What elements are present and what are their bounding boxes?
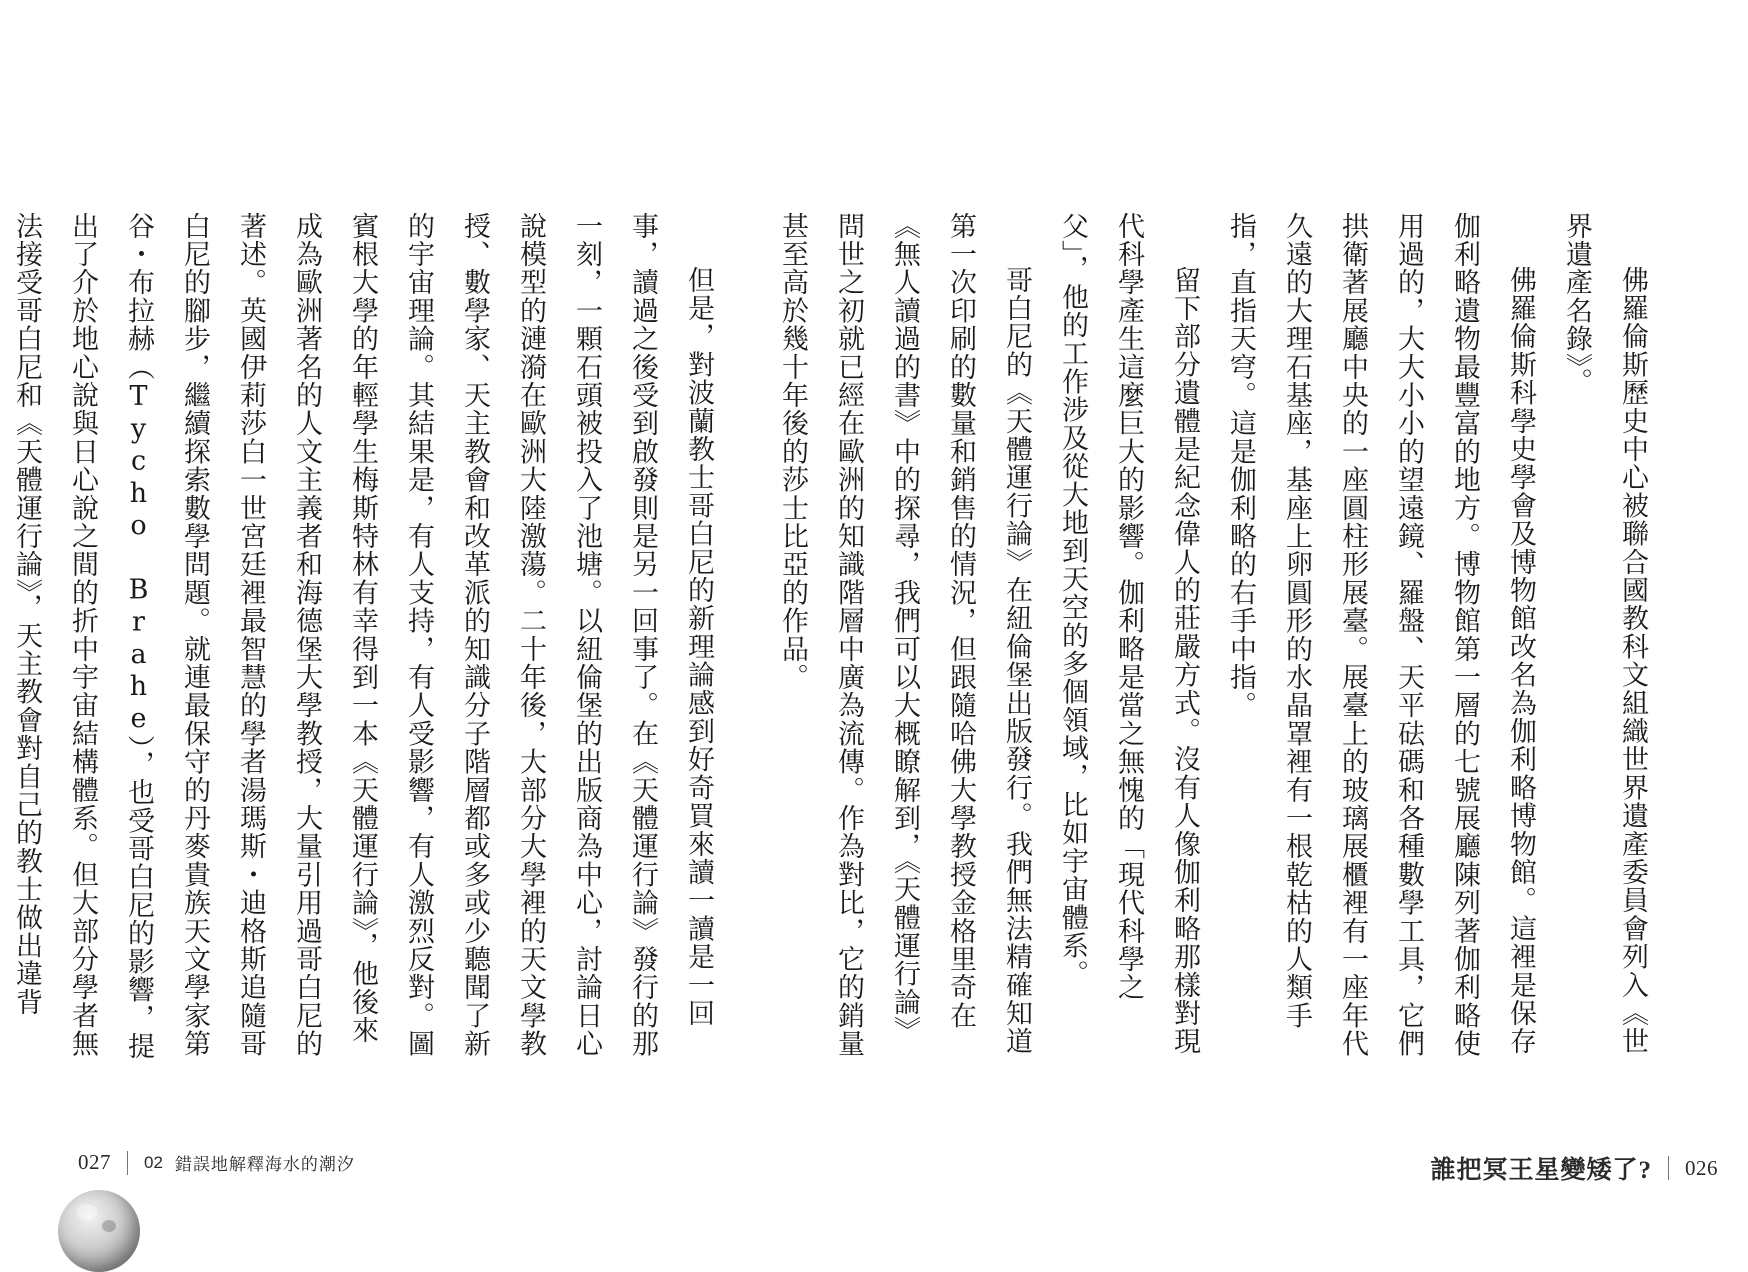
page-number-right: 026 <box>1685 1155 1718 1180</box>
footer-divider <box>127 1151 128 1175</box>
left-page-body <box>0 212 726 1062</box>
planet-icon <box>58 1190 140 1272</box>
left-page-footer <box>78 1150 355 1175</box>
right-page-footer <box>1430 1150 1718 1186</box>
paragraph-galileo-museum: 佛羅倫斯科學史學會及博物館改名為伽利略博物館。這裡是保存伽利略遺物最豐富的地方。博物館第一層的七號展廳陳列著伽利略使用過的，大大小小的望遠鏡、羅盤、天平砝碼和各種數學工具，它們拱衛著展廳中央的一座圓柱形展臺。展臺上的玻璃展櫃裡有一座年代久遠的大理石基座，基座上卵圓形的水晶罩裡有一根乾枯的人類手指，直指天穹。這是伽利略的右手中指。 <box>1225 212 1536 1058</box>
paragraph-galileo-context: 但是，對波蘭教士哥白尼的新理論感到好奇買來讀一讀是一回事，讀過之後受到啟發則是另一回事了。在《天體運行論》發行的那一刻，一顆石頭被投入了池塘。以紐倫堡的出版商為中心，討論日心說模型的漣漪在歐洲大陸激蕩。二十年後，大部分大學裡的天文學教授、數學家、天主教會和改革派的知識分子階層都或多或少聽聞了新的宇宙理論。其結果是，有人支持，有人受影響，有人激烈反對。圖賓根大學的年輕學生梅斯特林有幸得到一本《天體運行論》，他後來成為歐洲著名的人文主義者和海德堡大學教授，大量引用過哥白尼的著述。英國伊莉莎白一世宮廷裡最智慧的學者湯瑪斯・迪格斯追隨哥白尼的腳步，繼續探索數學問題。就連最保守的丹麥貴族天文學家第谷・布拉赫（Tycho Brahe），也受哥白尼的影響，提出了介於地心說與日心說之間的折中宇宙結構體系。但大部分學者無法接受哥白尼和《天體運行論》，天主教會對自己的教士做出違背 <box>11 212 714 1061</box>
chapter-title: 錯誤地解釋海水的潮汐 <box>174 1155 355 1174</box>
right-page-body <box>764 212 1660 1062</box>
book-title: 誰把冥王星變矮了? <box>1430 1157 1652 1184</box>
paragraph-father-of-science: 留下部分遺體是紀念偉人的莊嚴方式。沒有人像伽利略那樣對現代科學產生這麼巨大的影響。伽利略是當之無愧的「現代科學之父」，他的工作涉及從大地到天空的多個領域，比如宇宙體系。 <box>1057 212 1200 1056</box>
footer-divider <box>1668 1156 1669 1180</box>
page-number-left: 027 <box>78 1150 111 1174</box>
paragraph-copernicus-book: 哥白尼的《天體運行論》在紐倫堡出版發行。我們無法精確知道第一次印刷的數量和銷售的情況，但跟隨哈佛大學教授金格里奇在《無人讀過的書》中的探尋，我們可以大概瞭解到，《天體運行論》問世之初就已經在歐洲的知識階層中廣為流傳。作為對比，它的銷量甚至高於幾十年後的莎士比亞的作品。 <box>777 212 1032 1058</box>
right-page <box>777 0 1748 1240</box>
paragraph-world-heritage: 佛羅倫斯歷史中心被聯合國教科文組織世界遺產委員會列入《世界遺產名錄》。 <box>1561 212 1648 1056</box>
left-page <box>0 0 874 1240</box>
chapter-number: 02 <box>144 1152 163 1172</box>
